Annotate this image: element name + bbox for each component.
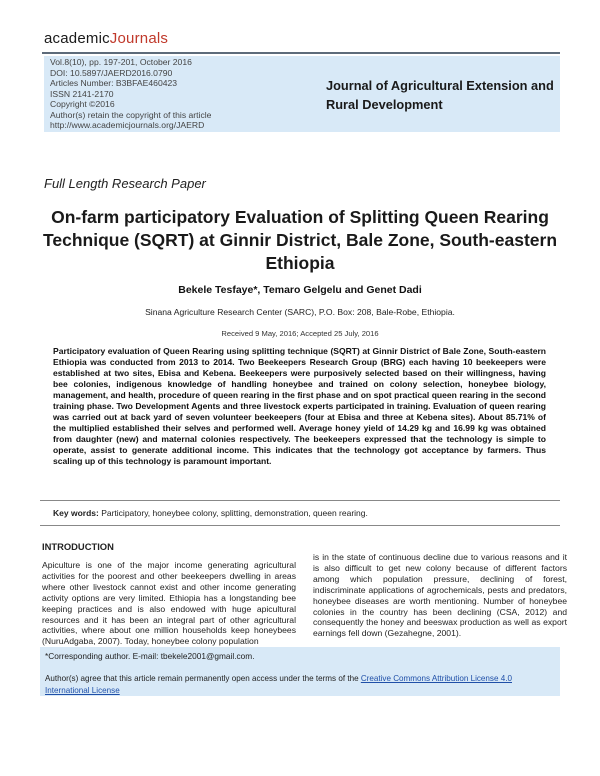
meta-copyright: Copyright ©2016 [50, 99, 115, 109]
meta-volume: Vol.8(10), pp. 197-201, October 2016 [50, 57, 192, 67]
affiliation: Sinana Agriculture Research Center (SARC), P.O. Box: 208, Bale-Robe, Ethiopia. [145, 307, 455, 317]
keywords-label: Key words: [53, 508, 99, 518]
abstract-divider [40, 500, 560, 501]
meta-doi: DOI: 10.5897/JAERD2016.0790 [50, 67, 173, 78]
author-list: Bekele Tesfaye*, Temaro Gelgelu and Genet Dadi [178, 284, 422, 296]
meta-issn: ISSN 2141-2170 [50, 88, 114, 99]
publisher-logo [44, 30, 168, 47]
license-text: Author(s) agree that this article remain permanently open access under the terms of the [45, 674, 361, 683]
section-heading-introduction: INTRODUCTION [42, 541, 114, 552]
article-metadata [50, 57, 211, 131]
keywords-text: Participatory, honeybee colony, splitting, demonstration, queen rearing. [101, 508, 368, 518]
logo-part-academic: academic [44, 30, 110, 47]
header-rule [42, 52, 560, 54]
license-note [45, 673, 551, 696]
received-accepted-dates: Received 9 May, 2016; Accepted 25 July, 2016 [221, 329, 379, 338]
journal-name: Journal of Agricultural Extension and Rural Development [326, 78, 554, 112]
keywords-divider [40, 525, 560, 526]
meta-rights: Author(s) retain the copyright of this article [50, 109, 212, 120]
logo-part-journals: Journals [109, 30, 169, 47]
meta-url[interactable]: http://www.academicjournals.org/JAERD [50, 120, 205, 130]
meta-article-number: Articles Number: B3BFAE460423 [50, 78, 178, 88]
abstract: Participatory evaluation of Queen Rearing using splitting technique (SQRT) at Ginnir District of Bale Zone, South-eastern Ethiopia was conducted from 2013 to 2014. Two Beekeepers Research Group (BRG) each having 10 beekeepers were established at two sites, Ebisa and Kebena. Beekeepers were purposively selected based on their willingness, having bee colonies, indigenous knowledge of handling honeybee and trained on colony selection, honeybee biology, management, and health, procedure of queen rearing in the first phase and on spot practical queen rearing in the second training phase. Two Development Agents and three livestock experts participated in training. Evaluation of queen rearing was carried out at back yard of seven volunteer beekeepers (four at Ebisa and three at Kebena sites). About 85.71% of the multiplied established their selves and performed well. Average honey yield of 14.29 kg and 16.99 kg was obtained from daughter (new) and maternal colonies respectively. The beekeepers expressed that the technology is simple to operate, assist to generate additional income. This indicates that the technology got acceptance by farmers. Thus scaling up of this technology is paramount important. [53, 346, 546, 467]
paper-title: On-farm participatory Evaluation of Splitting Queen Rearing Technique (SQRT) at Ginnir District, Bale Zone, South-eastern Ethiopia [42, 207, 558, 273]
keywords [53, 508, 553, 518]
license-link[interactable]: Creative Commons Attribution License 4.0 International License [45, 674, 512, 695]
introduction-column-right: is in the state of continuous decline due to various reasons and it is also difficult to get new colony because of different factors among which population pressure, declining of forest, indiscriminate applications of agrochemicals, pests and predators, honeybee diseases are worth mentioning. Number of honeybee colonies in the country has been declining (CSA, 2012) and consequently the honey and beeswax production as well as export earnings fell down (Gezahegne, 2001). [313, 552, 567, 639]
introduction-column-left: Apiculture is one of the major income generating agricultural activities for the poorest and other beekeepers dwelling in areas where other livestock cannot exist and other income generating activity options are very limited. Ethiopia has a longstanding bee keeping practices and is also endowed with huge apicultural resources and it has been an integral part of other agricultural activities, where about one million households keep honeybees (NuruAdgaba, 2007). Today, honeybee colony population [42, 560, 296, 647]
corresponding-author-note: *Corresponding author. E-mail: tbekele2001@gmail.com. [45, 651, 255, 661]
paper-type: Full Length Research Paper [44, 176, 206, 191]
